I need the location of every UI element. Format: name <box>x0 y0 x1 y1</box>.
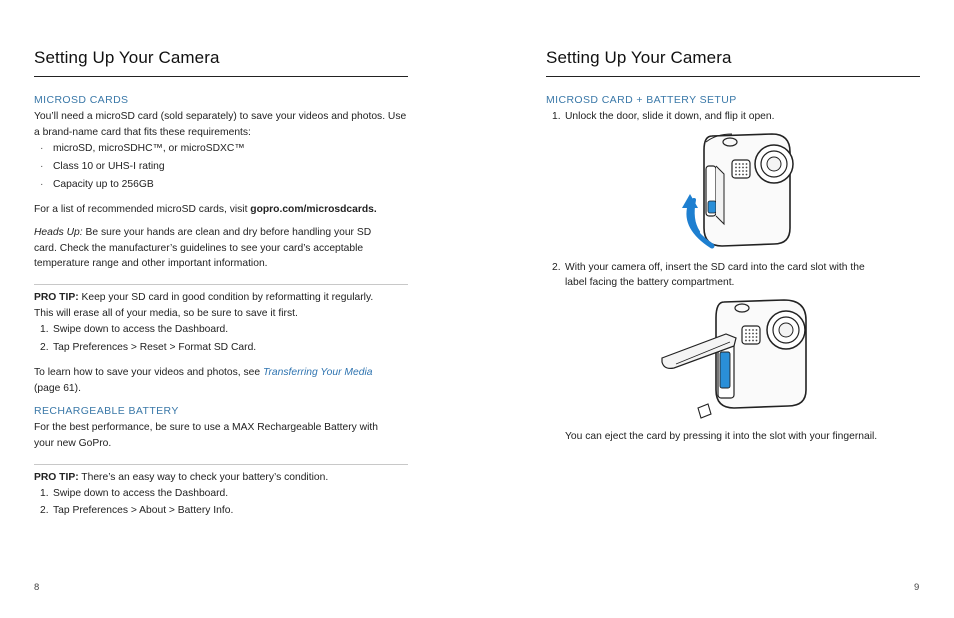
divider <box>34 464 408 465</box>
transferring-media-link[interactable]: Transferring Your Media <box>262 367 373 378</box>
microsd-intro: You’ll need a microSD card (sold separately) to save your videos and photos. Use a brand-name card that fits these requirements: <box>34 111 407 138</box>
page-number: 9 <box>914 582 920 593</box>
title-rule <box>546 76 920 77</box>
page-title: Setting Up Your Camera <box>34 48 220 67</box>
sd-card-insert-illustration <box>656 294 816 426</box>
recommended-cards-link[interactable]: gopro.com/microsdcards. <box>250 204 377 215</box>
divider <box>34 284 408 285</box>
pro-tip-format: PRO TIP: Keep your SD card in good condition by reformatting it regularly. This will erase all of your media, so be sure to save it first. <box>34 292 374 319</box>
title-rule <box>34 76 408 77</box>
battery-heading: RECHARGEABLE BATTERY <box>34 405 179 417</box>
setup-heading: MICROSD CARD + BATTERY SETUP <box>546 94 737 106</box>
pro-tip-battery: PRO TIP: There’s an easy way to check your battery’s condition. <box>34 472 329 483</box>
camera-door-open-illustration <box>672 128 822 254</box>
battery-text: For the best performance, be sure to use a MAX Rechargeable Battery with your new GoPro. <box>34 422 378 449</box>
heads-up-note: Heads Up: Be sure your hands are clean and dry before handling your SD card. Check the manufacturer’s guidelines to see your card’s acceptable temperature range and other important information. <box>34 227 372 269</box>
left-page: Setting Up Your Camera MICROSD CARDS You’ll need a microSD card (sold separately) to save your videos and photos. Use a brand-name card that fits these requirements: · microSD, microSDHC™, or microSDXC™ · Class 10 or UHS-I rating · Capacity up to 256GB For a list of recommended microSD cards, visit gopro.com/microsdcards. Heads Up: Be sure your hands are clean and dry before handling your SD card. Check the manufacturer’s guidelines to see your card’s acceptable temperature range and other important information. PRO TIP: Keep your SD card in good condition by reformatting it regularly. This will erase all of your media, so be sure to save it first. 1. Swipe down to access the Dashboard. 2. Tap Preferences > Reset > Format SD Card. To learn how to save your videos and photos, see Transferring Your Media (page 61). RECHARGEABLE BATTERY For the best performance, be sure to use a MAX Rechargeable Battery with your new GoPro. PRO TIP: There’s an easy way to check your battery’s condition. 1. Swipe down to access the Dashboard. 2. Tap Preferences > About > Battery Info. 8 <box>34 48 407 593</box>
right-page: Setting Up Your Camera MICROSD CARD + BATTERY SETUP 1. Unlock the door, slide it down, and flip it open. 2. With your camera off, insert the SD card into the card slot with the label facing the battery compartment. You can eject the card by pressing it into the slot with your fingernail. 9 <box>546 48 920 593</box>
microsd-cards-heading: MICROSD CARDS <box>34 94 129 106</box>
recommended-cards-text: For a list of recommended microSD cards, visit gopro.com/microsdcards. <box>34 204 377 215</box>
transfer-media-reference: To learn how to save your videos and photos, see Transferring Your Media (page 61). <box>34 367 373 394</box>
page-number: 8 <box>34 582 40 593</box>
page-title: Setting Up Your Camera <box>546 48 732 67</box>
